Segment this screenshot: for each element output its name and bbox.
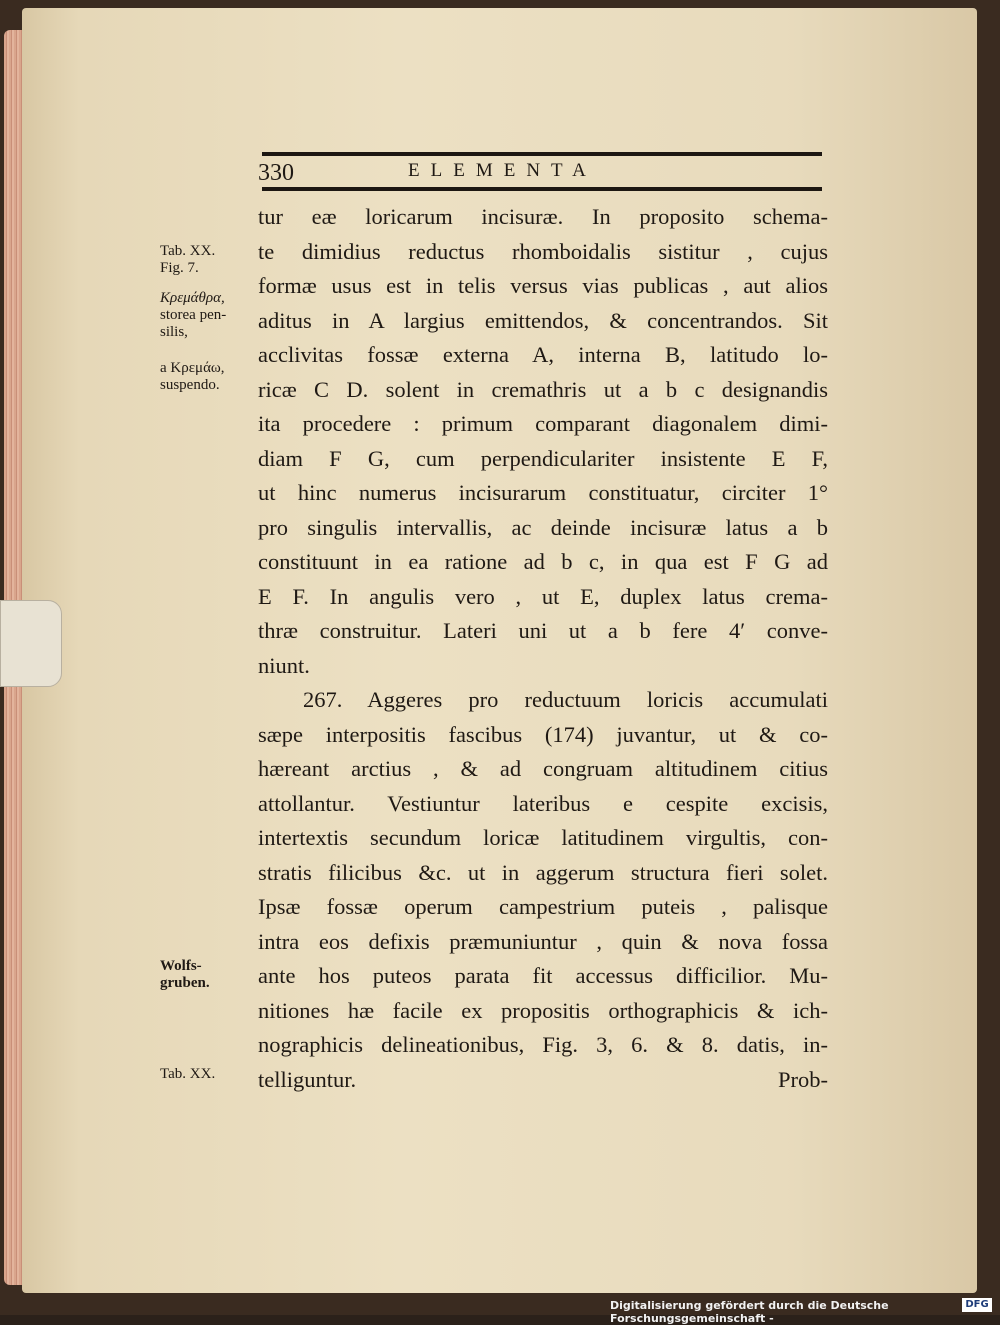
paragraph-start: 267. Aggeres pro reductuum loricis accumulati — [303, 687, 828, 712]
bookmark-tab — [0, 600, 62, 687]
text-line: ut hinc numerus incisurarum constituatur, circiter 1° — [258, 480, 828, 505]
margin-tab-ref: Tab. XX. — [160, 1066, 216, 1082]
text-line: constituunt in ea ratione ad b c, in qua est F G ad — [258, 549, 828, 574]
text-line: ante hos puteos parata fit accessus difficilior. Mu- — [258, 963, 828, 988]
text-line: diam F G, cum perpendiculariter insistente E F, — [258, 445, 828, 471]
text-line: thræ construitur. Lateri uni ut a b fere 4′ conve- — [258, 618, 828, 643]
text-line: nitiones hæ facile ex propositis orthographicis & ich- — [258, 997, 828, 1023]
margin-gloss-line: suspendo. — [160, 377, 220, 393]
margin-tab-ref: Tab. XX. — [160, 243, 216, 259]
header-rule-bottom — [262, 187, 822, 191]
margin-note-tab-2 — [160, 1066, 260, 1083]
margin-note-greek — [160, 290, 260, 341]
text-line: acclivitas fossæ externa A, interna B, latitudo lo- — [258, 342, 828, 367]
text-line: nographicis delineationibus, Fig. 3, 6. & 8. datis, in- — [258, 1032, 828, 1057]
text-line: intertextis secundum loricæ latitudinem virgultis, con- — [258, 825, 828, 850]
text-line: formæ usus est in telis versus vias publicas , aut alios — [258, 273, 828, 298]
margin-note-tab — [160, 243, 260, 277]
text-line: hæreant arctius , & ad congruam altitudinem citius — [258, 756, 828, 781]
final-line — [258, 1063, 828, 1098]
text-line: stratis filicibus &c. ut in aggerum structura fieri solet. — [258, 859, 828, 885]
margin-greek-term: Κρεμάθρα, — [160, 290, 225, 306]
margin-note-etymology — [160, 360, 260, 394]
header-rule-top — [262, 152, 822, 156]
text-line: tur eæ loricarum incisuræ. In proposito schema- — [258, 204, 828, 229]
margin-fig-ref: Fig. 7. — [160, 260, 199, 276]
margin-german-term: gruben. — [160, 975, 210, 991]
text-line-end: telliguntur. — [258, 1066, 357, 1092]
text-line: pro singulis intervallis, ac deinde incisuræ latus a b — [258, 514, 828, 540]
digitization-credit: Digitalisierung gefördert durch die Deutsche Forschungsgemeinschaft - — [610, 1299, 889, 1325]
text-line: E F. In angulis vero , ut E, duplex latus crema- — [258, 583, 828, 609]
page-number: 330 — [258, 160, 294, 186]
text-line: aditus in A largius emittendos, & concentrandos. Sit — [258, 307, 828, 333]
text-line: intra eos defixis præmuniuntur , quin & nova fossa — [258, 928, 828, 954]
text-line: ita procedere : primum comparant diagonalem dimi- — [258, 411, 828, 436]
running-title: ELEMENTA — [408, 160, 597, 181]
body-text — [258, 200, 828, 1097]
text-line: Ipsæ fossæ operum campestrium puteis , palisque — [258, 894, 828, 919]
text-line: te dimidius reductus rhomboidalis sistitur , cujus — [258, 238, 828, 264]
text-line: sæpe interpositis fascibus (174) juvantur, ut & co- — [258, 721, 828, 747]
margin-greek-root: a Κρεμάω, — [160, 360, 225, 376]
margin-note-german — [160, 958, 260, 992]
text-line: ricæ C D. solent in cremathris ut a b c designandis — [258, 376, 828, 402]
margin-gloss-line: storea pen- — [160, 307, 227, 323]
text-line: attollantur. Vestiuntur lateribus e cespite excisis, — [258, 790, 828, 816]
dfg-logo: DFG — [962, 1298, 992, 1312]
margin-gloss-line: silis, — [160, 324, 188, 340]
catchword: Prob- — [778, 1066, 828, 1092]
text-line: niunt. — [258, 652, 310, 678]
margin-german-term: Wolfs- — [160, 958, 202, 974]
